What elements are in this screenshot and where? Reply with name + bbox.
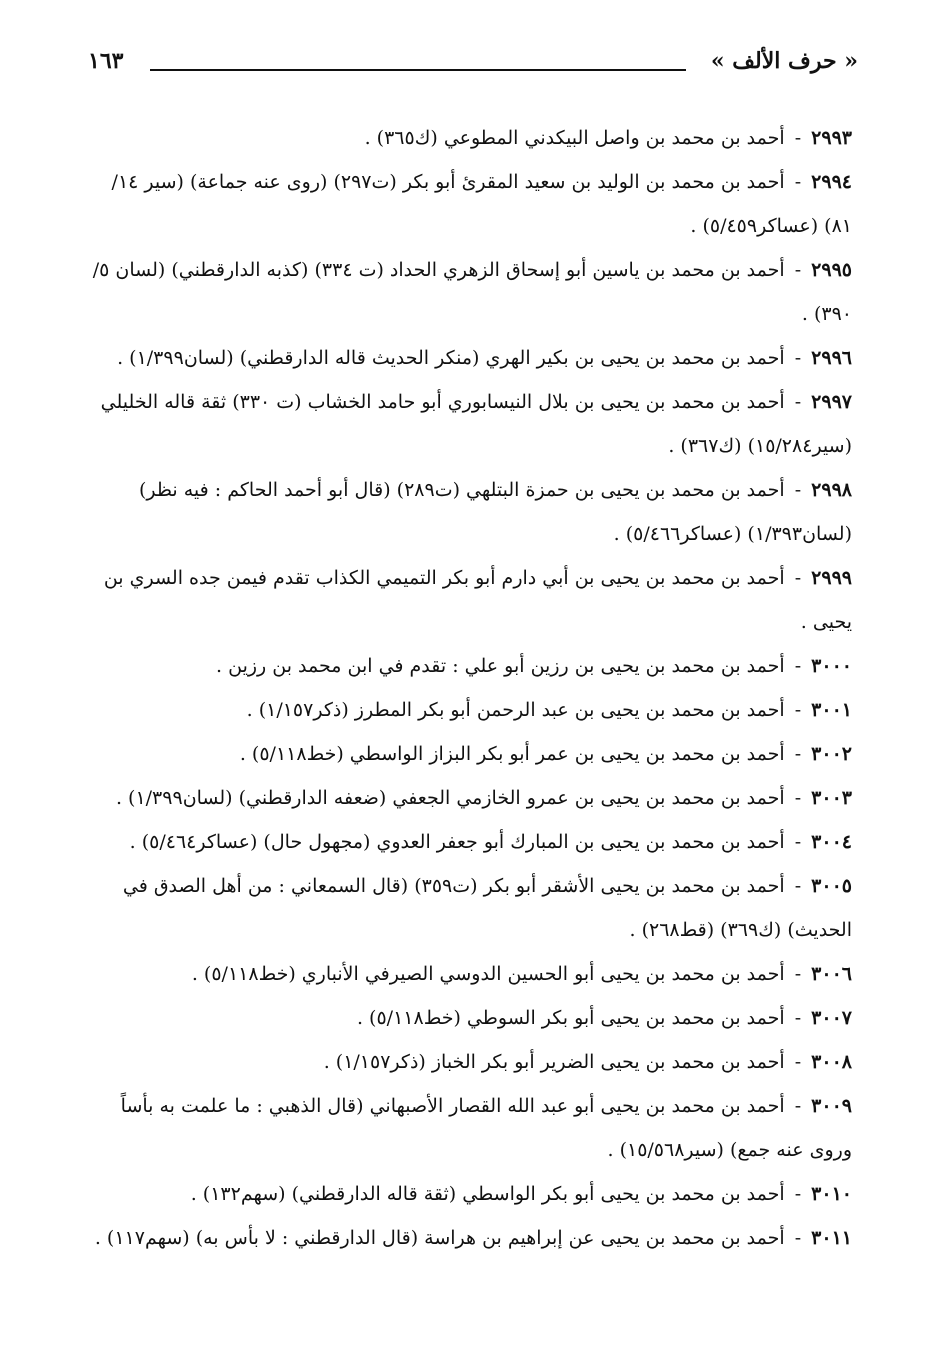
entry: ٣٠٠٧ - أحمد بن محمد بن يحيى أبو بكر السوطي (خط٥/١١٨) . <box>356 1007 852 1029</box>
entry-text: أحمد بن محمد بن الوليد بن سعيد المقرئ أبو بكر (ت٢٩٧) (روى عنه جماعة) (سير ١٤/ ٨١) (عساكر٥/٤٥٩) . <box>111 171 852 237</box>
entry-number: ٣٠٠٥ <box>811 875 852 897</box>
entry: ٢٩٩٦ - أحمد بن محمد بن يحيى بن بكير الهري (منكر الحديث قاله الدارقطني) (لسان١/٣٩٩) . <box>117 347 852 369</box>
entry: ٢٩٩٨ - أحمد بن محمد بن يحيى بن حمزة البتلهي (ت٢٨٩) (قال أبو أحمد الحاكم : فيه نظر) (لسان١/٣٩٣) (عساكر٥/٤٦٦) . <box>138 479 852 545</box>
entry-text: أحمد بن محمد بن يحيى الضرير أبو بكر الخباز (ذكر١/١٥٧) . <box>323 1051 785 1073</box>
entry: ٢٩٩٩ - أحمد بن محمد بن يحيى بن أبي دارم أبو بكر التميمي الكذاب تقدم فيمن جده السري بن يحيى . <box>103 567 852 633</box>
entry-text: أحمد بن محمد بن ياسين أبو إسحاق الزهري الحداد (ت ٣٣٤) (كذبه الدارقطني) (لسان ٥/ ٣٩٠) . <box>92 259 852 325</box>
entry: ٢٩٩٣ - أحمد بن محمد بن واصل البيكدني المطوعي (ك٣٦٥) . <box>364 127 852 149</box>
entry-number: ٢٩٩٦ <box>811 347 852 369</box>
entry-text: أحمد بن محمد بن يحيى الأشقر أبو بكر (ت٣٥٩) (قال السمعاني : من أهل الصدق في الحديث) (ك٣٦٩) (قط٢٦٨) . <box>122 875 852 941</box>
entry-number: ٣٠٠٧ <box>811 1007 852 1029</box>
chapter-title: « حرف الألف » <box>710 48 858 74</box>
page-number: ١٦٣ <box>88 48 124 74</box>
entry: ٣٠٠١ - أحمد بن محمد بن يحيى بن عبد الرحمن أبو بكر المطرز (ذكر١/١٥٧) . <box>246 699 852 721</box>
entry-text: أحمد بن محمد بن يحيى عن إبراهيم بن هراسة (قال الدارقطني : لا بأس به) (سهم١١٧) . <box>94 1227 785 1249</box>
entry-text: أحمد بن محمد بن يحيى بن عمرو الخازمي الجعفي (ضعفه الدارقطني) (لسان١/٣٩٩) . <box>115 787 785 809</box>
entry-number: ٣٠٠٦ <box>811 963 852 985</box>
entry-number: ٢٩٩٨ <box>811 479 852 501</box>
entry-number: ٢٩٩٧ <box>811 391 852 413</box>
entry-text: أحمد بن محمد بن يحيى بن بكير الهري (منكر الحديث قاله الدارقطني) (لسان١/٣٩٩) . <box>117 347 785 369</box>
entry-number: ٢٩٩٣ <box>811 127 852 149</box>
entry: ٣٠١١ - أحمد بن محمد بن يحيى عن إبراهيم بن هراسة (قال الدارقطني : لا بأس به) (سهم١١٧) . <box>94 1227 852 1249</box>
entry-text: أحمد بن محمد بن يحيى أبو الحسين الدوسي الصيرفي الأنباري (خط٥/١١٨) . <box>191 963 785 985</box>
entry: ٣٠٠٤ - أحمد بن محمد بن يحيى بن المبارك أبو جعفر العدوي (مجهول حال) (عساكر٥/٤٦٤) . <box>129 831 852 853</box>
entry: ٣٠٠٢ - أحمد بن محمد بن يحيى بن عمر أبو بكر البزاز الواسطي (خط٥/١١٨) . <box>239 743 852 765</box>
entry-text: أحمد بن محمد بن يحيى بن أبي دارم أبو بكر التميمي الكذاب تقدم فيمن جده السري بن يحيى . <box>103 567 852 633</box>
entry-number: ٣٠٠٣ <box>811 787 852 809</box>
entry: ٣٠٠٩ - أحمد بن محمد بن يحيى أبو عبد الله القصار الأصبهاني (قال الذهبي : ما علمت به بأساً وروى عنه جمع) (سير١٥/٥٦٨) . <box>120 1095 852 1161</box>
entry: ٢٩٩٥ - أحمد بن محمد بن ياسين أبو إسحاق الزهري الحداد (ت ٣٣٤) (كذبه الدارقطني) (لسان ٥/ ٣٩٠) . <box>92 259 852 325</box>
entry-text: أحمد بن محمد بن يحيى بن المبارك أبو جعفر العدوي (مجهول حال) (عساكر٥/٤٦٤) . <box>129 831 785 853</box>
entry: ٣٠٠٣ - أحمد بن محمد بن يحيى بن عمرو الخازمي الجعفي (ضعفه الدارقطني) (لسان١/٣٩٩) . <box>115 787 852 809</box>
entry-number: ٣٠١١ <box>811 1227 852 1249</box>
entry-number: ٣٠٠٨ <box>811 1051 852 1073</box>
entry: ٣٠٠٥ - أحمد بن محمد بن يحيى الأشقر أبو بكر (ت٣٥٩) (قال السمعاني : من أهل الصدق في الحديث) (ك٣٦٩) (قط٢٦٨) . <box>122 875 852 941</box>
entry: ٢٩٩٧ - أحمد بن محمد بن يحيى بن بلال النيسابوري أبو حامد الخشاب (ت ٣٣٠) ثقة قاله الخليلي (سير١٥/٢٨٤) (ك٣٦٧) . <box>100 391 852 457</box>
header-rule <box>150 69 686 71</box>
entry-number: ٣٠٠٤ <box>811 831 852 853</box>
entry-text: أحمد بن محمد بن يحيى بن عمر أبو بكر البزاز الواسطي (خط٥/١١٨) . <box>239 743 785 765</box>
entry-number: ٣٠٠٩ <box>811 1095 852 1117</box>
entry-text: أحمد بن محمد بن يحيى بن رزين أبو علي : تقدم في ابن محمد بن رزين . <box>216 655 785 677</box>
entry-number: ٣٠١٠ <box>811 1183 852 1205</box>
entry-text: أحمد بن محمد بن يحيى أبو عبد الله القصار الأصبهاني (قال الذهبي : ما علمت به بأساً وروى عنه جمع) (سير١٥/٥٦٨) . <box>120 1095 852 1161</box>
entry-number: ٢٩٩٩ <box>811 567 852 589</box>
entry: ٣٠٠٦ - أحمد بن محمد بن يحيى أبو الحسين الدوسي الصيرفي الأنباري (خط٥/١١٨) . <box>191 963 852 985</box>
entry-text: أحمد بن محمد بن يحيى بن بلال النيسابوري أبو حامد الخشاب (ت ٣٣٠) ثقة قاله الخليلي (سير١٥/٢٨٤) (ك٣٦٧) . <box>100 391 852 457</box>
entry-number: ٣٠٠٢ <box>811 743 852 765</box>
entry-text: أحمد بن محمد بن واصل البيكدني المطوعي (ك٣٦٥) . <box>364 127 785 149</box>
entry: ٢٩٩٤ - أحمد بن محمد بن الوليد بن سعيد المقرئ أبو بكر (ت٢٩٧) (روى عنه جماعة) (سير ١٤/ ٨١) (عساكر٥/٤٥٩) . <box>111 171 852 237</box>
entry: ٣٠٠٠ - أحمد بن محمد بن يحيى بن رزين أبو علي : تقدم في ابن محمد بن رزين . <box>216 655 852 677</box>
entry: ٣٠٠٨ - أحمد بن محمد بن يحيى الضرير أبو بكر الخباز (ذكر١/١٥٧) . <box>323 1051 852 1073</box>
entry-text: أحمد بن محمد بن يحيى بن عبد الرحمن أبو بكر المطرز (ذكر١/١٥٧) . <box>246 699 785 721</box>
entry-list <box>82 116 852 1260</box>
entry-text: أحمد بن محمد بن يحيى أبو بكر السوطي (خط٥/١١٨) . <box>356 1007 785 1029</box>
entry: ٣٠١٠ - أحمد بن محمد بن يحيى أبو بكر الواسطي (ثقة قاله الدارقطني) (سهم١٣٢) . <box>190 1183 852 1205</box>
entry-text: أحمد بن محمد بن يحيى أبو بكر الواسطي (ثقة قاله الدارقطني) (سهم١٣٢) . <box>190 1183 785 1205</box>
entry-number: ٣٠٠١ <box>811 699 852 721</box>
entry-number: ٢٩٩٤ <box>811 171 852 193</box>
entry-text: أحمد بن محمد بن يحيى بن حمزة البتلهي (ت٢٨٩) (قال أبو أحمد الحاكم : فيه نظر) (لسان١/٣٩٣) (عساكر٥/٤٦٦) . <box>138 479 852 545</box>
entry-number: ٣٠٠٠ <box>811 655 852 677</box>
entry-number: ٢٩٩٥ <box>811 259 852 281</box>
page-header <box>88 48 858 92</box>
